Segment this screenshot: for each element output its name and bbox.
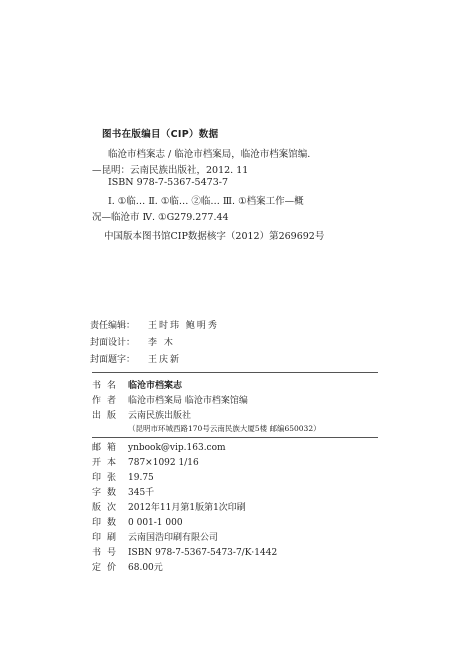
cip-data-number: 中国版本图书馆CIP数据核字（2012）第269692号 <box>104 231 325 242</box>
info-row-price <box>92 560 163 573</box>
info-label: 印数 <box>92 518 123 528</box>
info-label: 邮箱 <box>92 443 123 453</box>
cip-line-classification: Ⅰ. ①临… Ⅱ. ①临… ②临… Ⅲ. ①档案工作—概 <box>108 196 304 207</box>
staff-label: 封面设计： <box>90 338 136 348</box>
info-value: 云南国浩印刷有限公司 <box>128 533 219 543</box>
info-label: 定价 <box>92 563 123 573</box>
info-label: 版次 <box>92 503 123 513</box>
divider <box>92 372 378 373</box>
info-label: 开本 <box>92 458 123 468</box>
staff-row-editor <box>90 318 219 331</box>
info-value: ynbook@vip.163.com <box>128 443 226 453</box>
staff-names: 李 木 <box>148 338 175 348</box>
cip-heading: 图书在版编目（CIP）数据 <box>102 129 219 140</box>
info-label: 印刷 <box>92 533 123 543</box>
info-row-publisher <box>92 408 191 421</box>
info-label: 作者 <box>92 396 123 406</box>
info-row-isbn <box>92 545 277 558</box>
info-label: 书号 <box>92 548 123 558</box>
staff-row-cover-design <box>90 335 175 348</box>
info-label: 字数 <box>92 488 123 498</box>
cip-line-isbn: ISBN 978-7-5367-5473-7 <box>108 177 228 188</box>
staff-names: 王时玮 鲍明秀 <box>148 321 219 331</box>
info-label: 出版 <box>92 411 123 421</box>
info-row-format <box>92 455 199 468</box>
info-value: 0 001-1 000 <box>128 518 183 528</box>
publisher-address: （昆明市环城西路170号云南民族大厦5楼 邮编650032） <box>128 424 321 433</box>
info-label: 印张 <box>92 473 123 483</box>
info-value: 临沧市档案局 临沧市档案馆编 <box>128 396 248 406</box>
divider <box>92 437 378 438</box>
staff-label: 封面题字： <box>90 355 136 365</box>
info-value: 19.75 <box>128 473 154 483</box>
info-row-printer <box>92 530 218 543</box>
cip-line-classification-cont: 况—临沧市 Ⅳ. ①G279.277.44 <box>92 212 229 223</box>
info-row-word-count <box>92 485 154 498</box>
info-row-email <box>92 440 226 453</box>
cip-line-title: 临沧市档案志 / 临沧市档案局，临沧市档案馆编. <box>108 149 311 160</box>
info-row-sheets <box>92 470 154 483</box>
staff-row-cover-calligraphy <box>90 352 181 365</box>
info-row-author <box>92 393 248 406</box>
info-value: 临沧市档案志 <box>128 381 183 391</box>
info-label: 书名 <box>92 381 123 391</box>
info-value: 云南民族出版社 <box>128 411 192 421</box>
info-row-title <box>92 378 182 391</box>
info-row-edition <box>92 500 246 513</box>
info-value: 787×1092 1/16 <box>128 458 199 468</box>
info-value: ISBN 978-7-5367-5473-7/K·1442 <box>128 548 278 558</box>
info-value: 2012年11月第1版第1次印刷 <box>128 503 246 513</box>
staff-names: 王庆新 <box>148 355 182 365</box>
staff-label: 责任编辑： <box>90 321 136 331</box>
info-row-print-run <box>92 515 183 528</box>
cip-line-publisher: —昆明：云南民族出版社，2012. 11 <box>92 165 249 176</box>
info-value: 68.00元 <box>128 563 163 573</box>
info-value: 345千 <box>128 488 155 498</box>
